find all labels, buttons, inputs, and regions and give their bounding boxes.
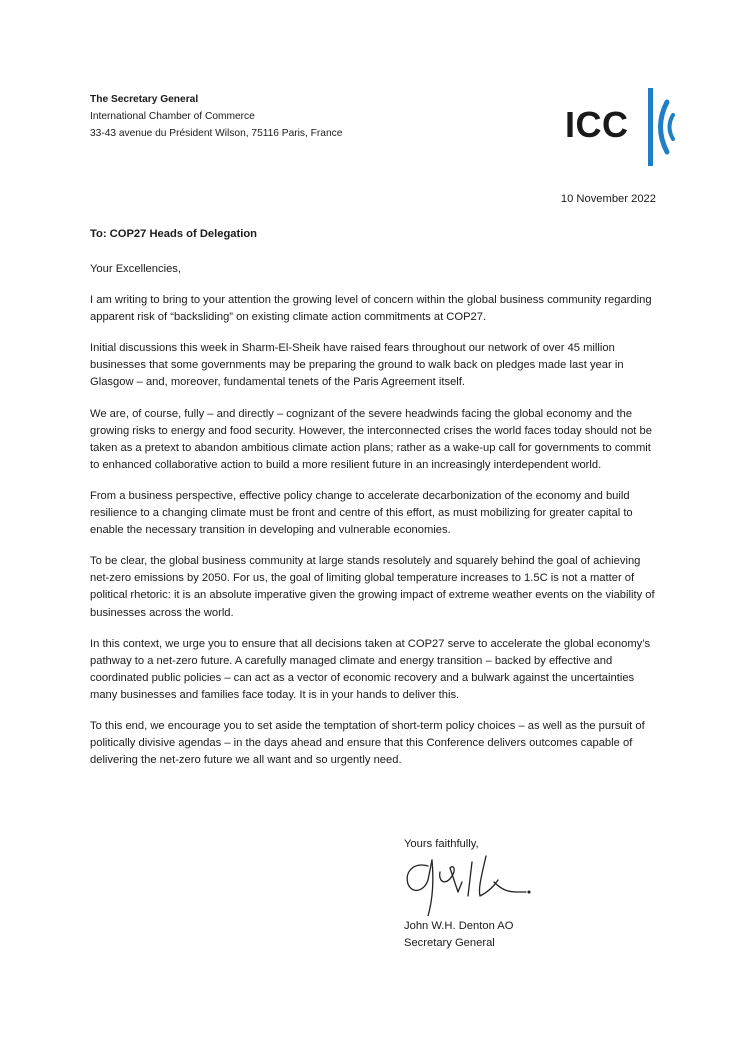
signatory-block: [404, 918, 513, 952]
icc-logo: [565, 88, 675, 166]
letter-date: 10 November 2022: [560, 193, 656, 205]
letter-body: [90, 261, 662, 783]
paragraph: I am writing to bring to your attention the growing level of concern within the global business community regarding apparent risk of “backsliding” on existing climate action commitments at COP27.: [90, 294, 652, 324]
sender-title: The Secretary General: [90, 94, 199, 105]
paragraph: From a business perspective, effective policy change to accelerate decarbonization of the economy and build resilience to a changing climate must be front and centre of this effort, as must mobilizing for greater capital to enable the necessary transition in developing and vulnerable economies.: [90, 489, 633, 537]
recipient-line: To: COP27 Heads of Delegation: [90, 228, 258, 240]
paragraph: To be clear, the global business community at large stands resolutely and squarely behind the goal of achieving net-zero emissions by 2050. For us, the goal of limiting global temperature increases to 1.5C is not a matter of political rhetoric: it is an absolute imperative given the growing impact of extreme weather events on the viability of businesses across the world.: [90, 555, 655, 619]
sender-block: [90, 91, 342, 142]
paragraph: In this context, we urge you to ensure that all decisions taken at COP27 serve to accelerate the global economy’s pathway to a net-zero future. A carefully managed climate and energy transition – backed by effective and coordinated public policies – can act as a vector of economic recovery and a bulwark against the uncertainties many businesses and families face today. It is in your hands to deliver this.: [90, 637, 651, 701]
sender-organization: International Chamber of Commerce: [90, 111, 255, 122]
handwritten-signature: [398, 852, 532, 916]
closing: Yours faithfully,: [404, 838, 479, 850]
paragraph: We are, of course, fully – and directly – cognizant of the severe headwinds facing the global economy and the growing risks to energy and food security. However, the interconnected crises the world faces today should not be taken as a pretext to abandon ambitious climate action plans; rather as a wake-up call for governments to commit to enhanced collaborative action to build a more resilient future in an increasingly interdependent world.: [90, 407, 652, 471]
signatory-title: Secretary General: [404, 937, 495, 949]
paragraph: Initial discussions this week in Sharm-El-Sheik have raised fears throughout our network of over 45 million businesses that some governments may be preparing the ground to walk back on pledges made last year in Glasgow – and, moreover, fundamental tenets of the Paris Agreement itself.: [90, 342, 624, 389]
paragraph: To this end, we encourage you to set aside the temptation of short-term policy choices – as well as the pursuit of politically divisive agendas – in the days ahead and ensure that this Conference delivers outcomes capable of delivering the net-zero future we all want and so urgently need.: [90, 719, 645, 767]
salutation: Your Excellencies,: [90, 263, 182, 275]
svg-text:ICC: ICC: [565, 104, 629, 145]
sender-address: 33-43 avenue du Président Wilson, 75116 Paris, France: [90, 128, 343, 139]
signatory-name: John W.H. Denton AO: [404, 920, 514, 932]
